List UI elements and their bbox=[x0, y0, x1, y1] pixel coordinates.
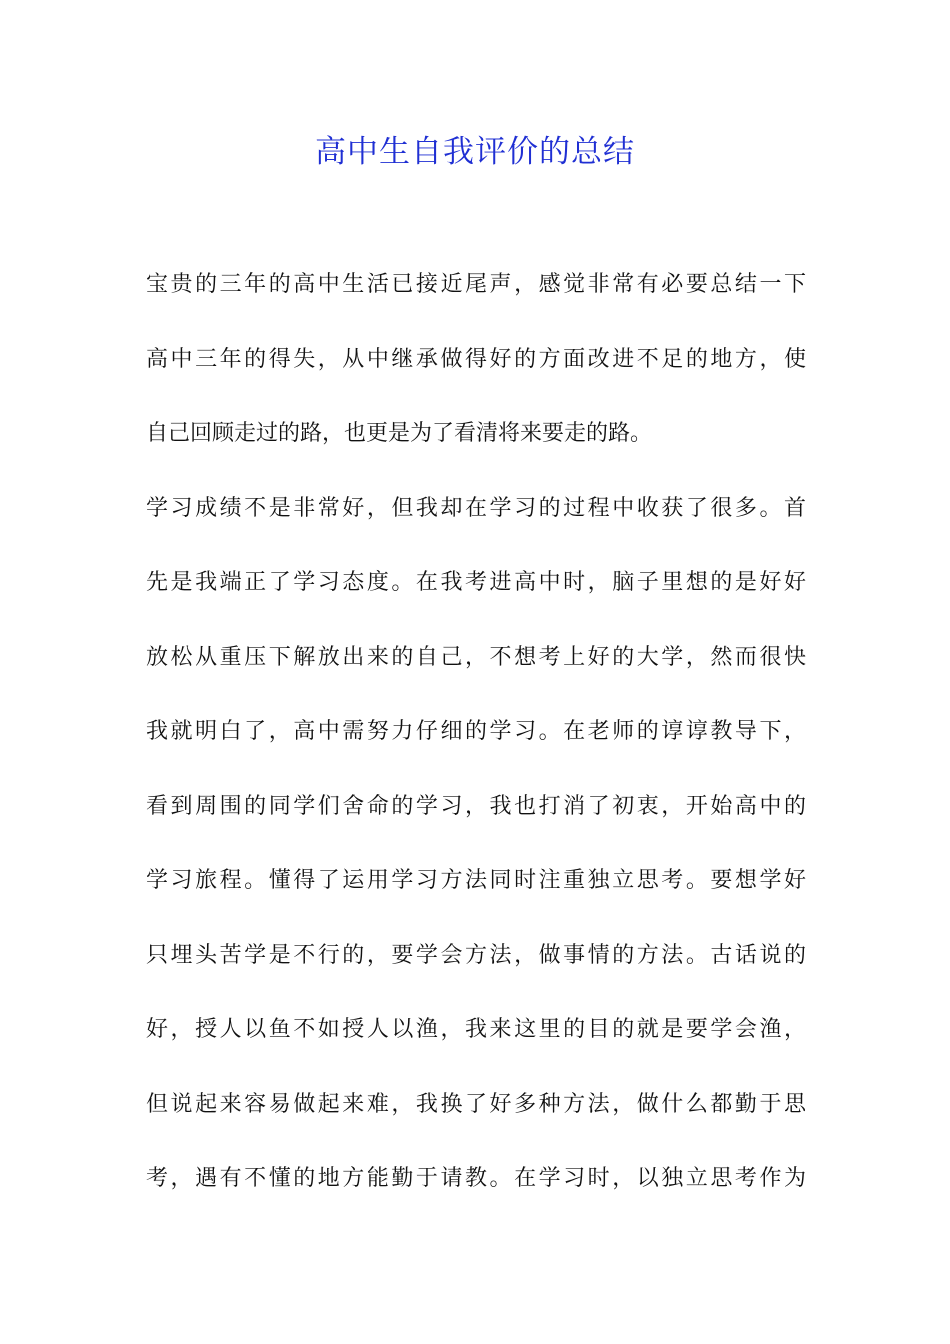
body-line: 宝贵的三年的高中生活已接近尾声，感觉非常有必要总结一下 bbox=[146, 272, 806, 297]
body-line: 先是我端正了学习态度。在我考进高中时，脑子里想的是好好 bbox=[146, 570, 806, 595]
body-line: 放松从重压下解放出来的自己，不想考上好的大学，然而很快 bbox=[146, 644, 806, 670]
body-line: 考，遇有不懂的地方能勤于请教。在学习时，以独立思考作为 bbox=[146, 1166, 806, 1191]
body-line: 我就明白了，高中需努力仔细的学习。在老师的谆谆教导下， bbox=[146, 719, 806, 744]
document-body bbox=[146, 259, 806, 1228]
body-line: 自己回顾走过的路，也更是为了看清将来要走的路。 bbox=[146, 421, 653, 446]
document-title: 高中生自我评价的总结 bbox=[315, 134, 635, 170]
body-line: 学习成绩不是非常好，但我却在学习的过程中收获了很多。首 bbox=[146, 495, 806, 521]
body-line: 高中三年的得失，从中继承做得好的方面改进不足的地方，使 bbox=[146, 346, 806, 372]
body-line: 看到周围的同学们舍命的学习，我也打消了初衷，开始高中的 bbox=[146, 793, 806, 819]
body-line: 但说起来容易做起来难，我换了好多种方法，做什么都勤于思 bbox=[146, 1091, 806, 1117]
body-line: 学习旅程。懂得了运用学习方法同时注重独立思考。要想学好 bbox=[146, 868, 806, 893]
body-line: 只埋头苦学是不行的，要学会方法，做事情的方法。古话说的 bbox=[146, 942, 806, 968]
body-line: 好，授人以鱼不如授人以渔，我来这里的目的就是要学会渔， bbox=[146, 1017, 806, 1042]
